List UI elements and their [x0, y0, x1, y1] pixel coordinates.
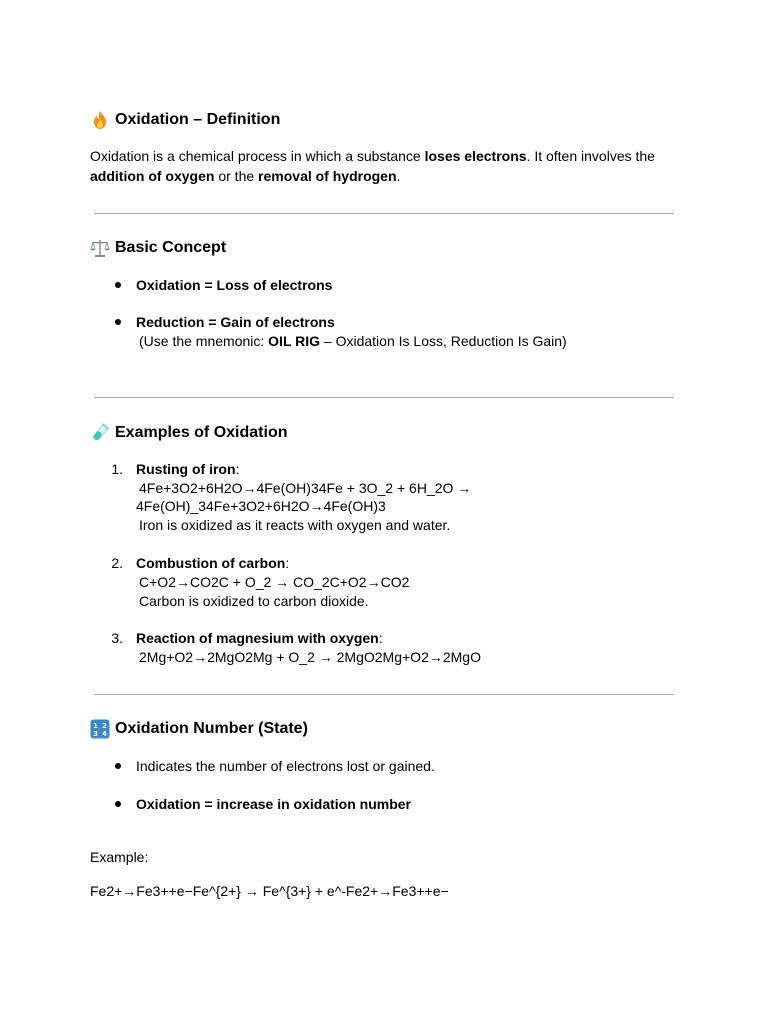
example-number-3: 3.: [111, 630, 123, 646]
example-number-2: 2.: [111, 555, 123, 571]
mnemonic-line: [139, 331, 567, 351]
example-1-colon: :: [235, 461, 240, 477]
definition-bold-addition-oxygen: addition of oxygen: [90, 168, 215, 184]
example-3-label: Reaction of magnesium with oxygen: [136, 630, 379, 646]
example-2-title: [136, 553, 289, 573]
svg-text:3: 3: [93, 730, 98, 738]
divider-2: [94, 397, 674, 398]
definition-text-4: .: [396, 168, 401, 184]
balance-scale-icon: [90, 238, 110, 258]
concept-bullet-reduction: Reduction = Gain of electrons: [136, 314, 335, 330]
example-1-equation-line1: 4Fe+3O2+6H2O→4Fe(OH)34Fe + 3O_2 + 6H_2O →: [139, 480, 472, 496]
example-label: Example:: [90, 849, 149, 865]
svg-text:4: 4: [102, 730, 107, 738]
divider-3: [94, 694, 674, 695]
example-3-equation: 2Mg+O2→2MgO2Mg + O_2 → 2MgO2Mg+O2→2MgO: [139, 649, 481, 665]
input-numbers-icon: [90, 719, 110, 739]
example-2-equation: C+O2→CO2C + O_2 → CO_2C+O2→CO2: [139, 574, 410, 590]
example-2-label: Combustion of carbon: [136, 555, 286, 571]
example-3-colon: :: [378, 630, 383, 646]
bullet-dot: [115, 763, 121, 769]
example-equation: Fe2+→Fe3++e−Fe^{2+} → Fe^{3+} + e^-Fe2+→Fe3++e−: [90, 883, 449, 899]
definition-text-2: . It often involves the: [526, 148, 655, 164]
fire-icon: [90, 110, 110, 130]
example-1-equation-line2: 4Fe(OH)_34Fe+3O2+6H2O→4Fe(OH)3: [136, 498, 386, 514]
svg-text:2: 2: [102, 722, 107, 730]
definition-heading: [90, 110, 280, 130]
bullet-dot: [115, 801, 121, 807]
examples-heading: [90, 423, 287, 443]
mnemonic-post: – Oxidation Is Loss, Reduction Is Gain): [320, 333, 567, 349]
definition-bold-loses-electrons: loses electrons: [424, 148, 527, 164]
number-heading: [90, 719, 308, 739]
bullet-dot: [115, 282, 121, 288]
definition-paragraph-line2: [90, 166, 400, 186]
divider-1: [94, 213, 674, 214]
mnemonic-oil-rig: OIL RIG: [268, 333, 321, 349]
bullet-dot: [115, 319, 121, 325]
concept-heading: [90, 238, 226, 258]
concept-bullet-oxidation: Oxidation = Loss of electrons: [136, 277, 333, 293]
definition-paragraph-line1: [90, 146, 655, 166]
mnemonic-pre: (Use the mnemonic:: [139, 333, 269, 349]
example-1-title: [136, 459, 239, 479]
definition-bold-removal-hydrogen: removal of hydrogen: [258, 168, 397, 184]
example-3-title: [136, 628, 383, 648]
example-1-note: Iron is oxidized as it reacts with oxygen and water.: [139, 517, 451, 533]
definition-text-1: Oxidation is a chemical process in which a substance: [90, 148, 425, 164]
definition-title: Oxidation – Definition: [115, 111, 281, 128]
example-number-1: 1.: [111, 461, 123, 477]
example-2-note: Carbon is oxidized to carbon dioxide.: [139, 593, 369, 609]
number-bullet-indicates: Indicates the number of electrons lost or gained.: [136, 758, 435, 774]
example-1-label: Rusting of iron: [136, 461, 236, 477]
test-tube-icon: [90, 423, 110, 443]
concept-title: Basic Concept: [115, 239, 227, 256]
definition-text-3: or the: [214, 168, 259, 184]
number-title: Oxidation Number (State): [115, 720, 308, 737]
svg-text:1: 1: [93, 722, 98, 730]
example-2-colon: :: [285, 555, 290, 571]
examples-title: Examples of Oxidation: [115, 424, 288, 441]
number-bullet-increase: Oxidation = increase in oxidation number: [136, 796, 412, 812]
